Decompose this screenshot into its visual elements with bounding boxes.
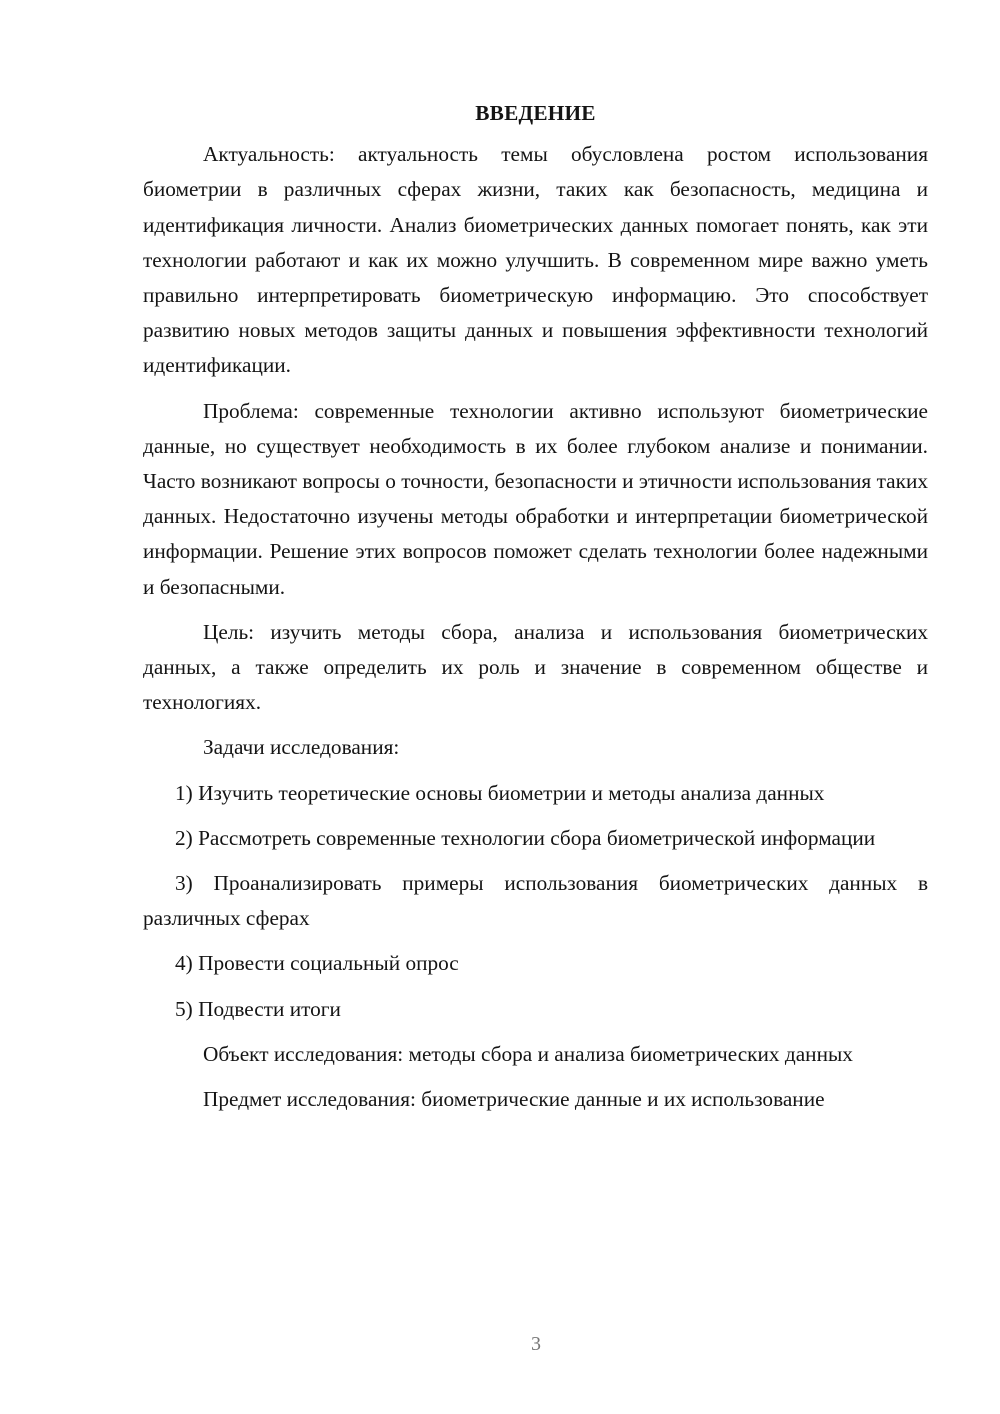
paragraph-object: Объект исследования: методы сбора и анализа биометрических данных <box>203 1041 853 1066</box>
list-item: 4) Провести социальный опрос <box>175 951 459 976</box>
paragraph-subject: Предмет исследования: биометрические данные и их использование <box>203 1087 825 1112</box>
paragraph-goal: Цель: изучить методы сбора, анализа и использования биометрических данных, а также определить их роль и значение в современном обществе и технологиях. <box>143 619 928 715</box>
list-item: 1) Изучить теоретические основы биометрии и методы анализа данных <box>175 780 825 805</box>
list-item: 5) Подвести итоги <box>175 996 341 1021</box>
tasks-heading: Задачи исследования: <box>203 735 400 760</box>
page-title: ВВЕДЕНИЕ <box>475 101 596 125</box>
paragraph-problem: Проблема: современные технологии активно используют биометрические данные, но существует необходимость в их более глубоком анализе и понимании. Часто возникают вопросы о точности, безопасности и этичности использования таких данных. Недостаточно изучены методы обработки и интерпретации биометрической информации. Решение этих вопросов поможет сделать технологии более надежными и безопасными. <box>143 398 928 599</box>
page-content <box>143 96 928 1127</box>
list-item: 2) Рассмотреть современные технологии сбора биометрической информации <box>175 825 876 850</box>
page-number: 3 <box>531 1333 541 1355</box>
paragraph-relevance: Актуальность: актуальность темы обусловлена ростом использования биометрии в различных сферах жизни, таких как безопасность, медицина и идентификация личности. Анализ биометрических данных помогает понять, как эти технологии работают и как их можно улучшить. В современном мире важно уметь правильно интерпретировать биометрическую информацию. Это способствует развитию новых методов защиты данных и повышения эффективности технологий идентификации. <box>143 142 928 378</box>
list-item: 3) Проанализировать примеры использования биометрических данных в различных сферах <box>143 871 928 931</box>
